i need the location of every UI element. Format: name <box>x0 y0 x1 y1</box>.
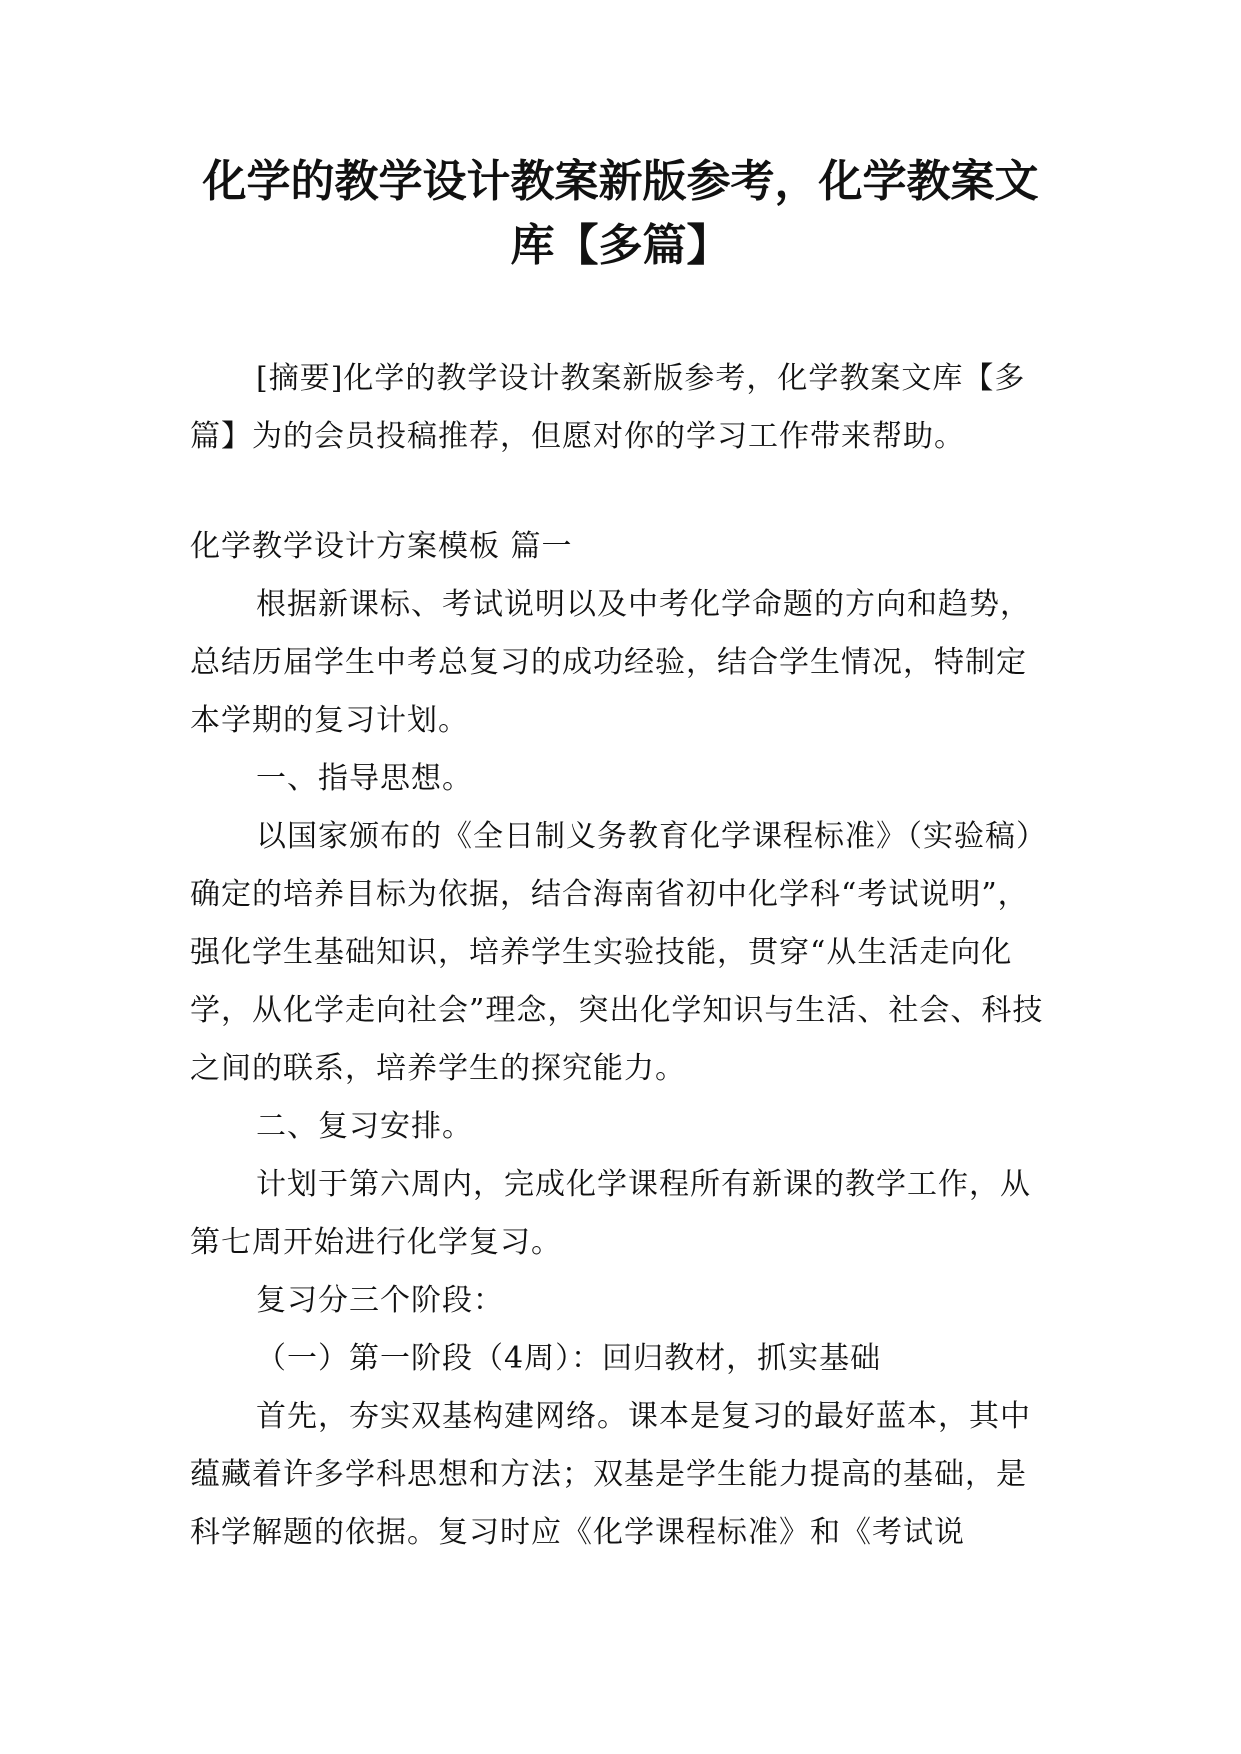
body-paragraph: 二、复习安排。 <box>256 1109 473 1144</box>
document-title <box>180 150 1061 278</box>
body-paragraph: 一、指导思想。 <box>256 761 473 796</box>
body-paragraph: 根据新课标、考试说明以及中考化学命题的方向和趋势，总结历届学生中考总复习的成功经验，结合学生情况，特制定本学期的复习计划。 <box>190 587 1031 738</box>
body-paragraph: 复习分三个阶段： <box>256 1283 504 1318</box>
body-paragraph: 以国家颁布的《全日制义务教育化学课程标准》（实验稿）确定的培养目标为依据，结合海南省初中化学科“考试说明”，强化学生基础知识，培养学生实验技能，贯穿“从生活走向化学，从化学走向社会”理念，突出化学知识与生活、社会、科技之间的联系，培养学生的探究能力。 <box>190 819 1047 1086</box>
title-line-1: 化学的教学设计教案新版参考，化学教案文 <box>202 156 1039 207</box>
body-paragraph: （一）第一阶段（4周）：回归教材，抓实基础 <box>256 1341 882 1376</box>
document-body <box>190 350 1050 1562</box>
title-line-2: 库【多篇】 <box>510 220 731 271</box>
body-paragraph: 计划于第六周内，完成化学课程所有新课的教学工作，从第七周开始进行化学复习。 <box>190 1167 1031 1260</box>
abstract-paragraph: [摘要]化学的教学设计教案新版参考，化学教案文库【多篇】为的会员投稿推荐，但愿对你的学习工作带来帮助。 <box>190 361 1026 454</box>
section-heading: 化学教学设计方案模板 篇一 <box>190 529 573 564</box>
body-paragraph: 首先，夯实双基构建网络。课本是复习的最好蓝本，其中蕴藏着许多学科思想和方法；双基是学生能力提高的基础，是科学解题的依据。复习时应《化学课程标准》和《考试说 <box>190 1399 1031 1550</box>
